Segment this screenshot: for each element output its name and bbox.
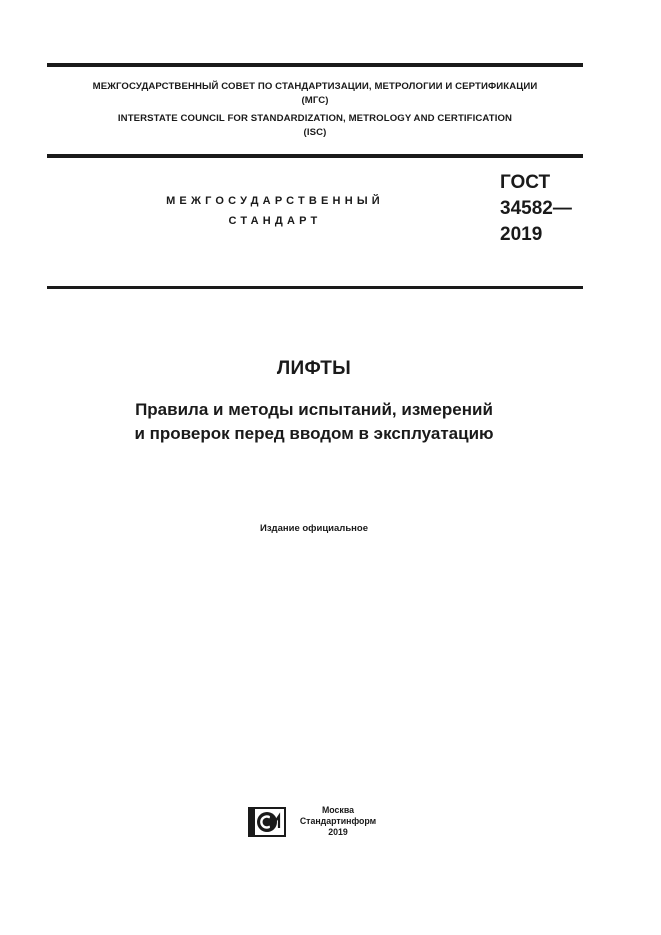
- council-en-line2: (ISC): [303, 127, 327, 138]
- document-subtitle: [0, 398, 628, 446]
- standard-kind-line2: СТАНДАРТ: [228, 215, 322, 227]
- publisher-name: Стандартинформ: [299, 816, 377, 826]
- middle-rule: [47, 154, 583, 158]
- edition-note: Издание официальное: [260, 523, 368, 534]
- subtitle-line2: и проверок перед вводом в эксплуатацию: [134, 424, 494, 443]
- document-title: ЛИФТЫ: [276, 358, 352, 379]
- subtitle-line1: Правила и методы испытаний, измерений: [135, 400, 493, 419]
- gost-year: 2019: [500, 224, 543, 245]
- council-en-line1: INTERSTATE COUNCIL FOR STANDARDIZATION, METROLOGY AND CERTIFICATION: [117, 113, 513, 124]
- publisher-year: 2019: [328, 827, 348, 837]
- publisher-city: Москва: [321, 805, 355, 815]
- council-ru-line1: МЕЖГОСУДАРСТВЕННЫЙ СОВЕТ ПО СТАНДАРТИЗАЦИИ, МЕТРОЛОГИИ И СЕРТИФИКАЦИИ: [92, 81, 538, 92]
- council-name-ru: [47, 80, 583, 108]
- gost-designation: [500, 170, 572, 248]
- standard-kind-line1: МЕЖГОСУДАРСТВЕННЫЙ: [166, 195, 384, 207]
- gost-number: 34582—: [500, 198, 572, 219]
- council-name-en: [47, 112, 583, 140]
- standartinform-logo-icon: [248, 807, 286, 837]
- publisher-imprint: [298, 805, 378, 838]
- council-ru-line2: (МГС): [301, 95, 329, 106]
- gost-label: ГОСТ: [500, 172, 551, 193]
- standard-kind: [130, 191, 420, 231]
- bottom-rule: [47, 286, 583, 289]
- top-rule: [47, 63, 583, 67]
